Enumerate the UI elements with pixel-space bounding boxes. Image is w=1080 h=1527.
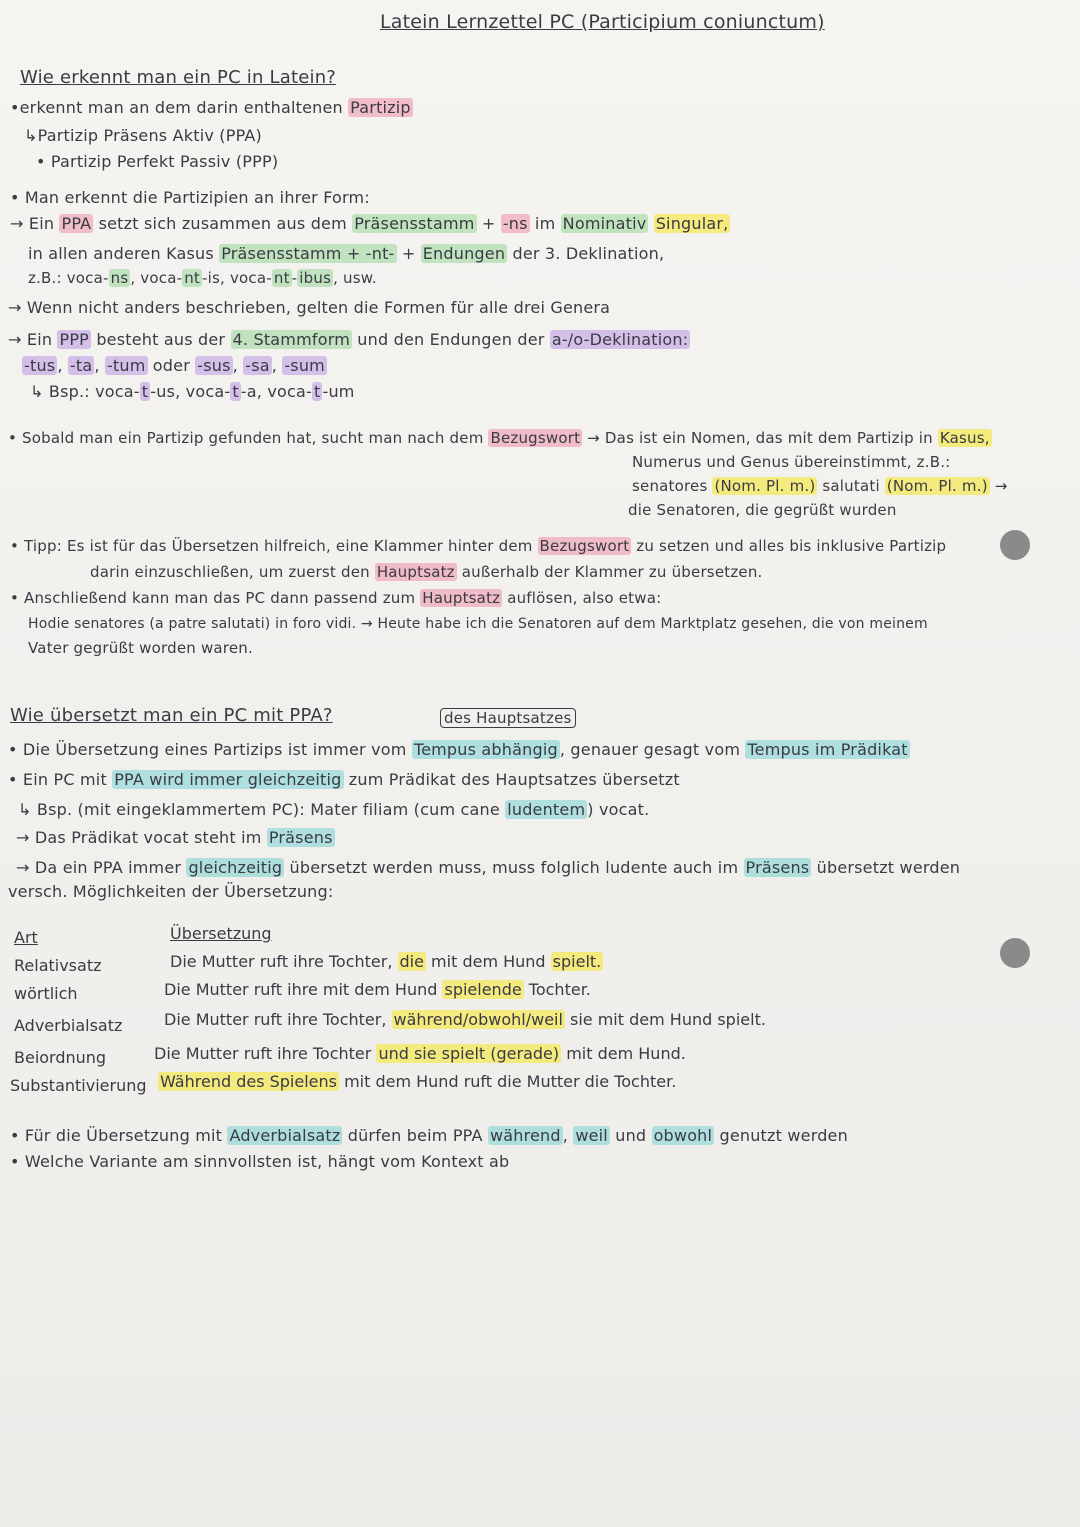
section3-heading: Wie übersetzt man ein PC mit PPA? (10, 705, 333, 726)
text: mit dem Hund ruft die Mutter die Tochter. (338, 1072, 677, 1091)
highlight-endungen: Endungen (422, 244, 506, 263)
text: übersetzt werden (811, 858, 961, 877)
highlight: Während des Spielens (160, 1072, 337, 1091)
highlight: und sie spielt (gerade) (378, 1044, 560, 1063)
text: zum Prädikat des Hauptsatzes übersetzt (343, 770, 680, 789)
text: im (529, 214, 561, 233)
text: , (94, 356, 105, 375)
highlight-stammform: 4. Stammform (232, 330, 350, 349)
highlight-tempus: Tempus abhängig (413, 740, 558, 759)
highlight: t (232, 382, 239, 401)
highlight-praesens: Präsens (268, 828, 333, 847)
text: Die Mutter ruft ihre Tochter, (170, 952, 398, 971)
row-uebersetzung (164, 980, 591, 999)
text: außerhalb der Klammer zu übersetzen. (456, 563, 763, 581)
highlight: spielende (444, 980, 522, 999)
highlight-partizip: Partizip (350, 98, 411, 117)
text: ↳ Bsp.: voca- (30, 382, 140, 401)
row-uebersetzung (158, 1072, 676, 1091)
text: , usw. (333, 269, 377, 287)
highlight-kasus: Kasus, (939, 429, 990, 447)
highlight-tempus-praedikat: Tempus im Prädikat (747, 740, 908, 759)
highlight-praesensstamm: Präsensstamm (354, 214, 475, 233)
s2-line1 (8, 428, 992, 448)
s2-line2: Numerus und Genus übereinstimmt, z.B.: (632, 453, 951, 471)
s3-line4 (16, 828, 335, 848)
s3-line5 (16, 858, 960, 878)
s1-line3: • Partizip Perfekt Passiv (PPP) (36, 152, 279, 171)
row-art: wörtlich (14, 984, 78, 1003)
text: -us, voca- (150, 382, 231, 401)
highlight-gleichzeitig: gleichzeitig (188, 858, 283, 877)
text: Die Mutter ruft ihre Tochter (154, 1044, 377, 1063)
text: ) vocat. (587, 800, 650, 819)
text: •erkennt man an dem darin enthaltenen (10, 98, 349, 117)
s1-line11 (30, 382, 355, 402)
text: mit dem Hund. (561, 1044, 686, 1063)
highlight-hauptsatz: Hauptsatz (376, 563, 455, 581)
text: • Tipp: Es ist für das Übersetzen hilfreich, eine Klammer hinter dem (10, 537, 538, 555)
ending: -sa (245, 356, 270, 375)
text: z.B.: voca- (28, 269, 109, 287)
text: oder (147, 356, 196, 375)
highlight-bezugswort: Bezugswort (539, 537, 630, 555)
s2-line4: die Senatoren, die gegrüßt wurden (628, 501, 897, 519)
text: -a, voca- (240, 382, 312, 401)
column-header-uebersetzung: Übersetzung (170, 924, 272, 943)
text: , (232, 356, 244, 375)
highlight: t (313, 382, 321, 401)
text: • Die Übersetzung eines Partizips ist immer vom (8, 740, 412, 759)
row-uebersetzung (164, 1010, 766, 1029)
text (648, 214, 653, 233)
annotation-text: des Hauptsatzes (440, 708, 576, 728)
text: - (291, 269, 298, 287)
text: , genauer gesagt vom (559, 740, 746, 759)
row-art: Adverbialsatz (14, 1016, 123, 1035)
text: Die Mutter ruft ihre Tochter, (164, 1010, 392, 1029)
ending: -ta (69, 356, 93, 375)
text: • Für die Übersetzung mit (10, 1126, 228, 1145)
highlight-singular: Singular, (655, 214, 729, 233)
text: senatores (632, 477, 713, 495)
text: + (396, 244, 421, 263)
row-art: Relativsatz (14, 956, 102, 975)
row-uebersetzung (170, 952, 603, 971)
s1-line8: → Wenn nicht anders beschrieben, gelten die Formen für alle drei Genera (8, 298, 611, 317)
row-uebersetzung (154, 1044, 686, 1063)
highlight-hauptsatz: Hauptsatz (422, 589, 501, 607)
s2-line6 (90, 562, 763, 582)
s4-line1 (10, 1126, 848, 1146)
text: Tochter. (523, 980, 591, 999)
s1-line4: • Man erkennt die Partizipien an ihrer Form: (10, 188, 370, 207)
highlight: nt (184, 269, 201, 287)
text: -um (322, 382, 355, 401)
ending: -tus (24, 356, 56, 375)
row-art: Substantivierung (10, 1076, 147, 1095)
highlight: t (141, 382, 149, 401)
text: setzt sich zusammen aus dem (93, 214, 353, 233)
text: dürfen beim PPA (342, 1126, 488, 1145)
highlight-nominativ: Nominativ (562, 214, 647, 233)
s1-line1 (10, 98, 413, 118)
text: besteht aus der (91, 330, 231, 349)
highlight: die (399, 952, 424, 971)
highlight-praesens: Präsens (745, 858, 810, 877)
text: und (609, 1126, 652, 1145)
highlight-obwohl: obwohl (653, 1126, 713, 1145)
s2-line3 (632, 476, 1008, 496)
text: → Ein (8, 330, 58, 349)
text: → Das Prädikat vocat steht im (16, 828, 267, 847)
highlight-adverbialsatz: Adverbialsatz (229, 1126, 341, 1145)
highlight-nom: (Nom. Pl. m.) (886, 477, 988, 495)
highlight: ns (110, 269, 129, 287)
highlight-ppp: PPP (59, 330, 90, 349)
ending: -sus (197, 356, 231, 375)
ending: -tum (106, 356, 146, 375)
column-header-art: Art (14, 928, 38, 947)
highlight-weil: weil (575, 1126, 608, 1145)
text: genutzt werden (714, 1126, 848, 1145)
text: zu setzen und alles bis inklusive Partizip (631, 537, 947, 555)
text: → Das ist ein Nomen, das mit dem Partizip in (582, 429, 938, 447)
s1-line7 (28, 268, 377, 288)
row-art: Beiordnung (14, 1048, 107, 1067)
text: Die Mutter ruft ihre mit dem Hund (164, 980, 443, 999)
highlight-deklination: a-/o-Deklination: (551, 330, 689, 349)
text: , (57, 356, 68, 375)
s4-line2: • Welche Variante am sinnvollsten ist, hängt vom Kontext ab (10, 1152, 510, 1171)
text: → Da ein PPA immer (16, 858, 187, 877)
highlight-ns: -ns (502, 214, 528, 233)
s2-line8: Hodie senatores (a patre salutati) in foro vidi. → Heute habe ich die Senatoren auf dem Marktplatz gesehen, die von meinem (28, 616, 928, 632)
text: • Ein PC mit (8, 770, 113, 789)
s3-line2 (8, 770, 680, 790)
highlight: nt (273, 269, 290, 287)
s1-line6 (28, 244, 664, 264)
text: -is, voca- (202, 269, 272, 287)
s2-line7 (10, 588, 661, 608)
text: → (989, 477, 1008, 495)
highlight: ibus (299, 269, 332, 287)
punch-hole (1000, 530, 1030, 560)
s1-line10 (22, 356, 327, 376)
s1-line2: ↳Partizip Präsens Aktiv (PPA) (24, 126, 263, 145)
annotation-des-hauptsatzes (440, 708, 576, 728)
text: + (476, 214, 501, 233)
s1-line9 (8, 330, 690, 350)
ending: -sum (284, 356, 325, 375)
highlight-bezugswort: Bezugswort (490, 429, 581, 447)
s1-line5 (10, 214, 730, 234)
text: → Ein (10, 214, 60, 233)
text: mit dem Hund (425, 952, 551, 971)
page-title: Latein Lernzettel PC (Participium coniunctum) (380, 11, 825, 33)
text: darin einzuschließen, um zuerst den (90, 563, 375, 581)
highlight-ppa: PPA (61, 214, 92, 233)
text: auflösen, also etwa: (502, 589, 662, 607)
text: • Sobald man ein Partizip gefunden hat, sucht man nach dem (8, 429, 489, 447)
highlight-praesensstamm-nt: Präsensstamm + -nt- (221, 244, 395, 263)
text: • Anschließend kann man das PC dann passend zum (10, 589, 421, 607)
punch-hole (1000, 938, 1030, 968)
s3-line3 (18, 800, 649, 820)
s3-line1 (8, 740, 910, 760)
text: übersetzt werden muss, muss folglich ludente auch im (284, 858, 744, 877)
text: der 3. Deklination, (507, 244, 665, 263)
highlight-nom: (Nom. Pl. m.) (714, 477, 816, 495)
highlight-waehrend: während (489, 1126, 561, 1145)
s2-line5 (10, 536, 946, 556)
highlight: spielt. (552, 952, 602, 971)
text: salutati (817, 477, 885, 495)
s2-line9: Vater gegrüßt worden waren. (28, 639, 253, 657)
section1-heading: Wie erkennt man ein PC in Latein? (20, 67, 337, 88)
text: , voca- (130, 269, 183, 287)
text: , (271, 356, 283, 375)
s3-line6: versch. Möglichkeiten der Übersetzung: (8, 882, 334, 901)
highlight-gleichzeitig: PPA wird immer gleichzeitig (114, 770, 342, 789)
text: , (562, 1126, 574, 1145)
text: in allen anderen Kasus (28, 244, 220, 263)
text: sie mit dem Hund spielt. (564, 1010, 766, 1029)
text: und den Endungen der (351, 330, 550, 349)
highlight-ludentem: ludentem (507, 800, 586, 819)
highlight: während/obwohl/weil (393, 1010, 563, 1029)
text: ↳ Bsp. (mit eingeklammertem PC): Mater filiam (cum cane (18, 800, 506, 819)
